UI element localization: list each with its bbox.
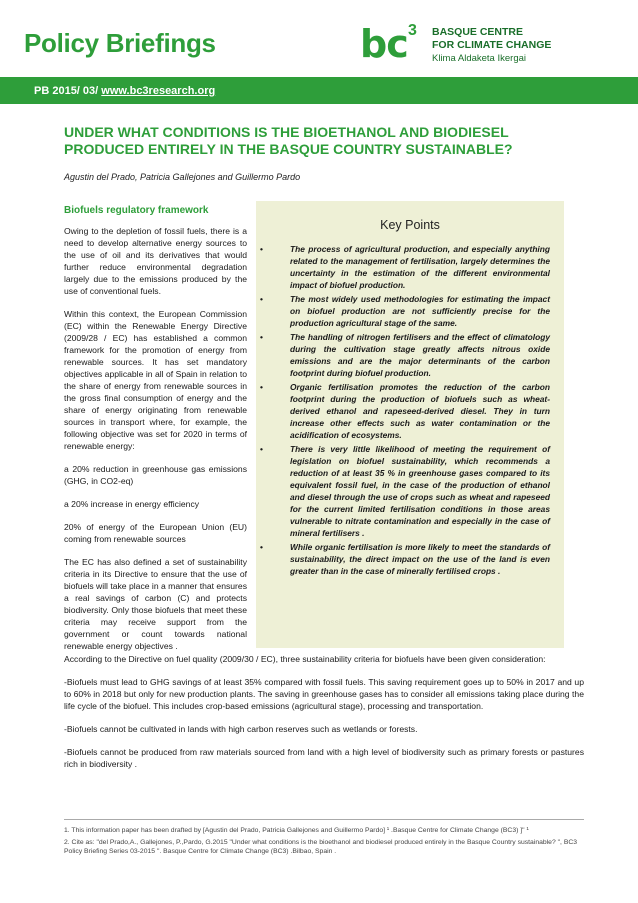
key-point-text: The most widely used methodologies for estimating the impact on biofuel production are not sufficiently precise for the production agricultural stage of the same. (290, 294, 550, 328)
bullet-icon: • (260, 444, 263, 454)
key-point-item (256, 541, 564, 577)
bullet-icon: • (260, 294, 263, 304)
logo-wordmark: bc (360, 22, 408, 66)
left-column (64, 205, 247, 663)
paragraph: -Biofuels cannot be cultivated in lands with high carbon reserves such as wetlands or forests. (64, 724, 418, 734)
series-reference (34, 85, 215, 97)
key-points-box (256, 201, 564, 648)
logo-text (432, 26, 551, 65)
section-heading: Biofuels regulatory framework (64, 205, 209, 216)
footnote: 1. This information paper has been drafted by [Agustin del Prado, Patricia Gallejones and Guillermo Pardo] ¹ .Basque Centre for Climate Change (BC3) ]" ¹ (64, 827, 529, 834)
paragraph: a 20% increase in energy efficiency (64, 499, 200, 509)
paragraph: Within this context, the European Commission (EC) within the Renewable Energy Directive (2009/28 / EC) has established a common framework for the promotion of energy from renewable sources. It has set mandatory objectives applicable in all of Spain in relation to the share of energy from renewable sources in the gross final consumption of energy and the share of energy originating from renewable sources in transport where, for example, the following objective was set for 2020 in terms of renewable energy: (64, 309, 247, 451)
key-point-text: While organic fertilisation is more likely to meet the standards of sustainability, the direct impact on the use of the land is even greater than in the case of minerally fertilised crops . (290, 542, 550, 576)
key-point-item (256, 381, 564, 441)
footnote: 2. Cite as: "del Prado,A., Gallejones, P.,Pardo, G.2015 "Under what conditions is the bioethanol and biodiesel produced entirely in the Basque Country sustainable? ", BC3 Policy Briefing Series 03-2015 ". Basque Centre for Climate Change (BC3) .Bilbao, Spain . (64, 839, 578, 855)
key-points-heading: Key Points (380, 218, 440, 232)
series-number: PB 2015/ 03/ (34, 85, 102, 97)
logo-superscript: 3 (408, 22, 417, 39)
body-text (64, 653, 584, 781)
document-title: UNDER WHAT CONDITIONS IS THE BIOETHANOL AND BIODIESEL PRODUCED ENTIRELY IN THE BASQUE COUNTRY SUSTAINABLE? (64, 124, 513, 157)
paragraph: According to the Directive on fuel quality (2009/30 / EC), three sustainability criteria for biofuels have been given consideration: (64, 654, 546, 664)
logo-line-3: Klima Aldaketa Ikergai (432, 53, 526, 64)
paragraph: -Biofuels must lead to GHG savings of at least 35% compared with fossil fuels. This saving requirement goes up to 50% in 2017 and up to 60% in 2018 but only for new production plants. The saving in greenhouse gases has to consider all emissions taking place during the life cycle of the biofuel. This includes crop-based emissions (agricultural stage), processing and transportation. (64, 677, 584, 711)
paragraph: Owing to the depletion of fossil fuels, there is a need to develop alternative energy sources to the use of oil and its derivatives that would further reduce environmental degradation largely due to the emissions produced by the use of conventional fuels. (64, 226, 247, 296)
bc3-logo[interactable] (360, 22, 620, 66)
bullet-icon: • (260, 332, 263, 342)
key-point-text: Organic fertilisation promotes the reduction of the carbon footprint during the production of biofuels such as wheat-derived ethanol and rapeseed-derived diesel. They in turn increase other effects such as water contamination or the acidification of ecosystems. (290, 382, 550, 440)
key-point-text: The process of agricultural production, and especially anything related to the management of fertilisation, largely determines the uncertainty in the estimation of the different environmental impact of biofuel production. (290, 244, 550, 290)
key-point-item (256, 243, 564, 291)
paragraph: 20% of energy of the European Union (EU) coming from renewable sources (64, 522, 247, 544)
key-point-text: There is very little likelihood of meeting the requirement of legislation on biofuel sustainability, which recommends a reduction of at least 35 % in greenhouse gases compared to its equivalent fossil fuel, in the case of the production of ethanol and diesel through the use of crops such as wheat and rapeseed for the current limited fertilisation conditions in those areas vulnerable to nitrate contamination and especially in the case of mineral fertilisers . (290, 444, 550, 538)
website-link[interactable]: www.bc3research.org (101, 85, 216, 97)
bullet-icon: • (260, 244, 263, 254)
logo-line-2: FOR CLIMATE CHANGE (432, 39, 552, 51)
bullet-icon: • (260, 382, 263, 392)
authors-line: Agustin del Prado, Patricia Gallejones and Guillermo Pardo (64, 172, 301, 182)
paragraph: -Biofuels cannot be produced from raw materials sourced from land with a high level of biodiversity such as primary forests or pastures rich in biodiversity . (64, 747, 584, 769)
logo-line-1: BASQUE CENTRE (432, 26, 524, 38)
policy-briefings-title: Policy Briefings (24, 28, 216, 58)
key-point-text: The handling of nitrogen fertilisers and the effect of climatology during the cultivation stage greatly affects nitrous oxide emissions and are the major determinants of the carbon footprint during biofuel production. (290, 332, 550, 378)
key-point-item (256, 443, 564, 539)
bullet-icon: • (260, 542, 263, 552)
key-point-item (256, 293, 564, 329)
key-points-list (256, 243, 564, 579)
key-point-item (256, 331, 564, 379)
paragraph: The EC has also defined a set of sustainability criteria in its Directive to ensure that the use of biofuels will take place in a manner that ensures a real savings of carbon (C) and protects biodiversity. Only those biofuels that meet these criteria may receive support from the government or count towards national renewable energy objectives . (64, 557, 247, 651)
footnotes (64, 819, 584, 859)
paragraph: a 20% reduction in greenhouse gas emissions (GHG, in CO2-eq) (64, 464, 247, 486)
